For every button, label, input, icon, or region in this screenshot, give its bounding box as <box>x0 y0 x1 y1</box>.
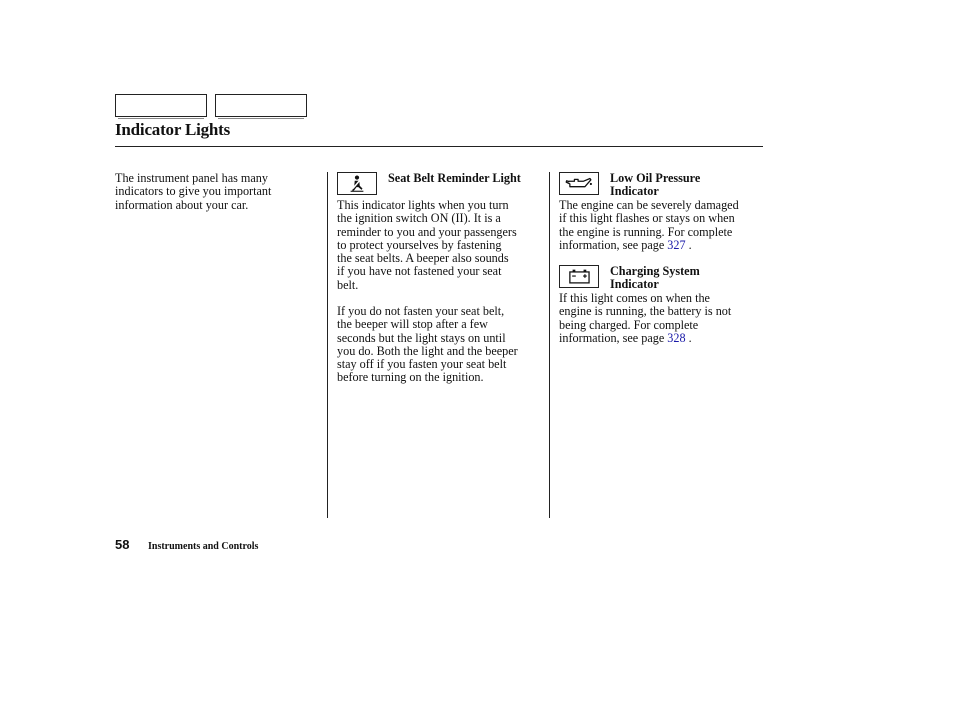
text-line: . <box>685 237 692 252</box>
oil-pressure-paragraph <box>559 199 769 252</box>
text-line: information, see page <box>559 237 668 252</box>
text-line: The engine can be severely damaged <box>559 198 739 212</box>
text-line: If this light comes on when the <box>559 291 710 305</box>
text-line: engine is running, the battery is not <box>559 304 732 319</box>
text-line: the beeper will stop after a few <box>337 317 488 332</box>
battery-icon <box>559 265 599 288</box>
page-number: 58 <box>115 537 130 552</box>
text-line: the ignition switch ON (II). It is a <box>337 211 501 226</box>
seat-belt-paragraph-1 <box>337 199 547 292</box>
column-divider <box>327 172 328 518</box>
text-line: information about your car. <box>115 197 249 212</box>
text-line: indicators to give you important <box>115 184 272 199</box>
page-reference-link[interactable]: 328 <box>667 330 686 345</box>
section-name: Instruments and Controls <box>148 541 259 552</box>
intro-paragraph <box>115 172 320 212</box>
heading-line: Low Oil Pressure <box>610 171 701 185</box>
text-line: This indicator lights when you turn <box>337 198 509 212</box>
next-page-button[interactable] <box>215 94 307 117</box>
text-line: being charged. For complete <box>559 317 699 332</box>
text-line: reminder to you and your passengers <box>337 224 517 239</box>
page-reference-link[interactable]: 327 <box>667 237 686 252</box>
column-divider <box>549 172 550 518</box>
text-line: information, see page <box>559 330 668 345</box>
previous-page-button[interactable] <box>115 94 207 117</box>
text-line: you do. Both the light and the beeper <box>337 343 518 358</box>
text-line: the seat belts. A beeper also sounds <box>337 251 509 266</box>
text-line: belt. <box>337 277 359 292</box>
heading-line: Charging System <box>610 264 700 278</box>
charging-system-heading <box>610 265 760 291</box>
seat-belt-icon <box>337 172 377 195</box>
text-line: If you do not fasten your seat belt, <box>337 304 505 318</box>
text-line: if this light flashes or stays on when <box>559 211 735 226</box>
text-line: the engine is running. For complete <box>559 224 733 239</box>
text-line: seconds but the light stays on until <box>337 330 506 345</box>
title-divider <box>115 146 763 147</box>
heading-line: Indicator <box>610 277 659 291</box>
text-line: The instrument panel has many <box>115 171 268 185</box>
oil-can-icon <box>559 172 599 195</box>
oil-pressure-heading <box>610 172 760 198</box>
seat-belt-paragraph-2 <box>337 305 547 385</box>
text-line: before turning on the ignition. <box>337 370 484 385</box>
charging-system-paragraph <box>559 292 769 345</box>
seat-belt-heading: Seat Belt Reminder Light <box>388 171 521 185</box>
heading-line: Indicator <box>610 184 659 198</box>
text-line: stay off if you fasten your seat belt <box>337 357 507 372</box>
text-line: to protect yourselves by fastening <box>337 237 502 252</box>
page-title: Indicator Lights <box>115 120 231 139</box>
text-line: . <box>685 330 692 345</box>
text-line: if you have not fastened your seat <box>337 264 502 279</box>
